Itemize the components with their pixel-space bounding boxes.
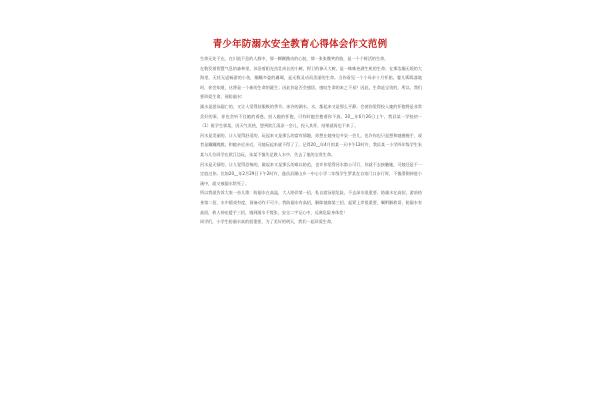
paragraph-3: 溺水是游泳溺亡的，又让人觉得舒服极的季节，冰冷的湖水，水，都起来又是那么平静。会使你觉得投入她的怀抱将是非常美好的事，你也会听不住她的诱惑，投入她的怀抱，可有时她会抱着你不放。20__年6月26日上午，我县某一学校初一（1）班学生郭某，因天气炎热，想到欧江清凉一会儿，投入其怀，结果就再也不来了。: [200, 103, 422, 129]
paragraph-2: 在数发着智慧气息的森林里，沐浴着阳光茁壮成长的小树，捍卫的参天大树，是一株株充满生机的生命；在那浩瀚无垠的大海里，无忧无虑畅游的小鱼，蹦蹦多姿的珊瑚，是无数灵动而美丽的生命。当你看见一个个母亲十月怀胎，婴儿呱呱落地时，你会知道，这将是一个新的生命的诞生；因此你是否会感悟，感叹生命的来之不易？因此，生命是宝贵的，所以，我们要珍爱生命，预防溺水！: [200, 65, 422, 100]
paragraph-1: 生命无处不在。在川流不息的人群中，那一颗颗跳动的心脏，那一张张微笑的脸，是一个个鲜活的生命。: [200, 56, 389, 61]
paragraph-7: 同学们，小学生防溺水真的很重要，为了美好的明天，我们一起珍爱生命，: [200, 219, 336, 225]
document-title: 青少年防溺水安全教育心得体会作文范例: [212, 39, 388, 50]
paragraph-4: 河水是美丽的，让人觉得舒适的，玩起来又是那么的富有情趣，你想在她身边多呆一会儿，也许你也只是想和她握握手，或者是蹦蹦跳跳，和她亲近亲近，可她玩起来就不得了了。记得20__年4月的某一天中午12时许，我县某一小学四年级学生朱某与几位同学在欧江边玩，朱某不慎失足跌入水中，失去了他的宝贵生命。: [200, 132, 422, 157]
document-body: [200, 54, 422, 227]
paragraph-6: 所以我就告诉大家一首儿歌：防溺水在高温，大人陪伴第一招，私自游泳很危险，不去深水很重要，防溺水在高招，游前热身第二招，水中嬉戏有度，预备动作不可少。我防溺水有高招，解除抽筋第三招，起紧上岸很重要，嘱咐解救哥，防溺水有高招，救人伸出援手三招，遇到溺水不慌张，安全二字记心中，远离危险身体差！: [200, 190, 422, 215]
paragraph-5: 河水是无情的，让人觉得恐怖的，做起来又是那么的难以防范，也许你觉得河水都公可行，你就不去接触她，可她还是不一定放过你。比如20__年2月29日下午2时许，逢昌县湖山乡一中心小学二年级学生罗某在自家门口步行时，不慎滑倒掉进小溪中，就又被溺水给死了。: [200, 161, 422, 186]
